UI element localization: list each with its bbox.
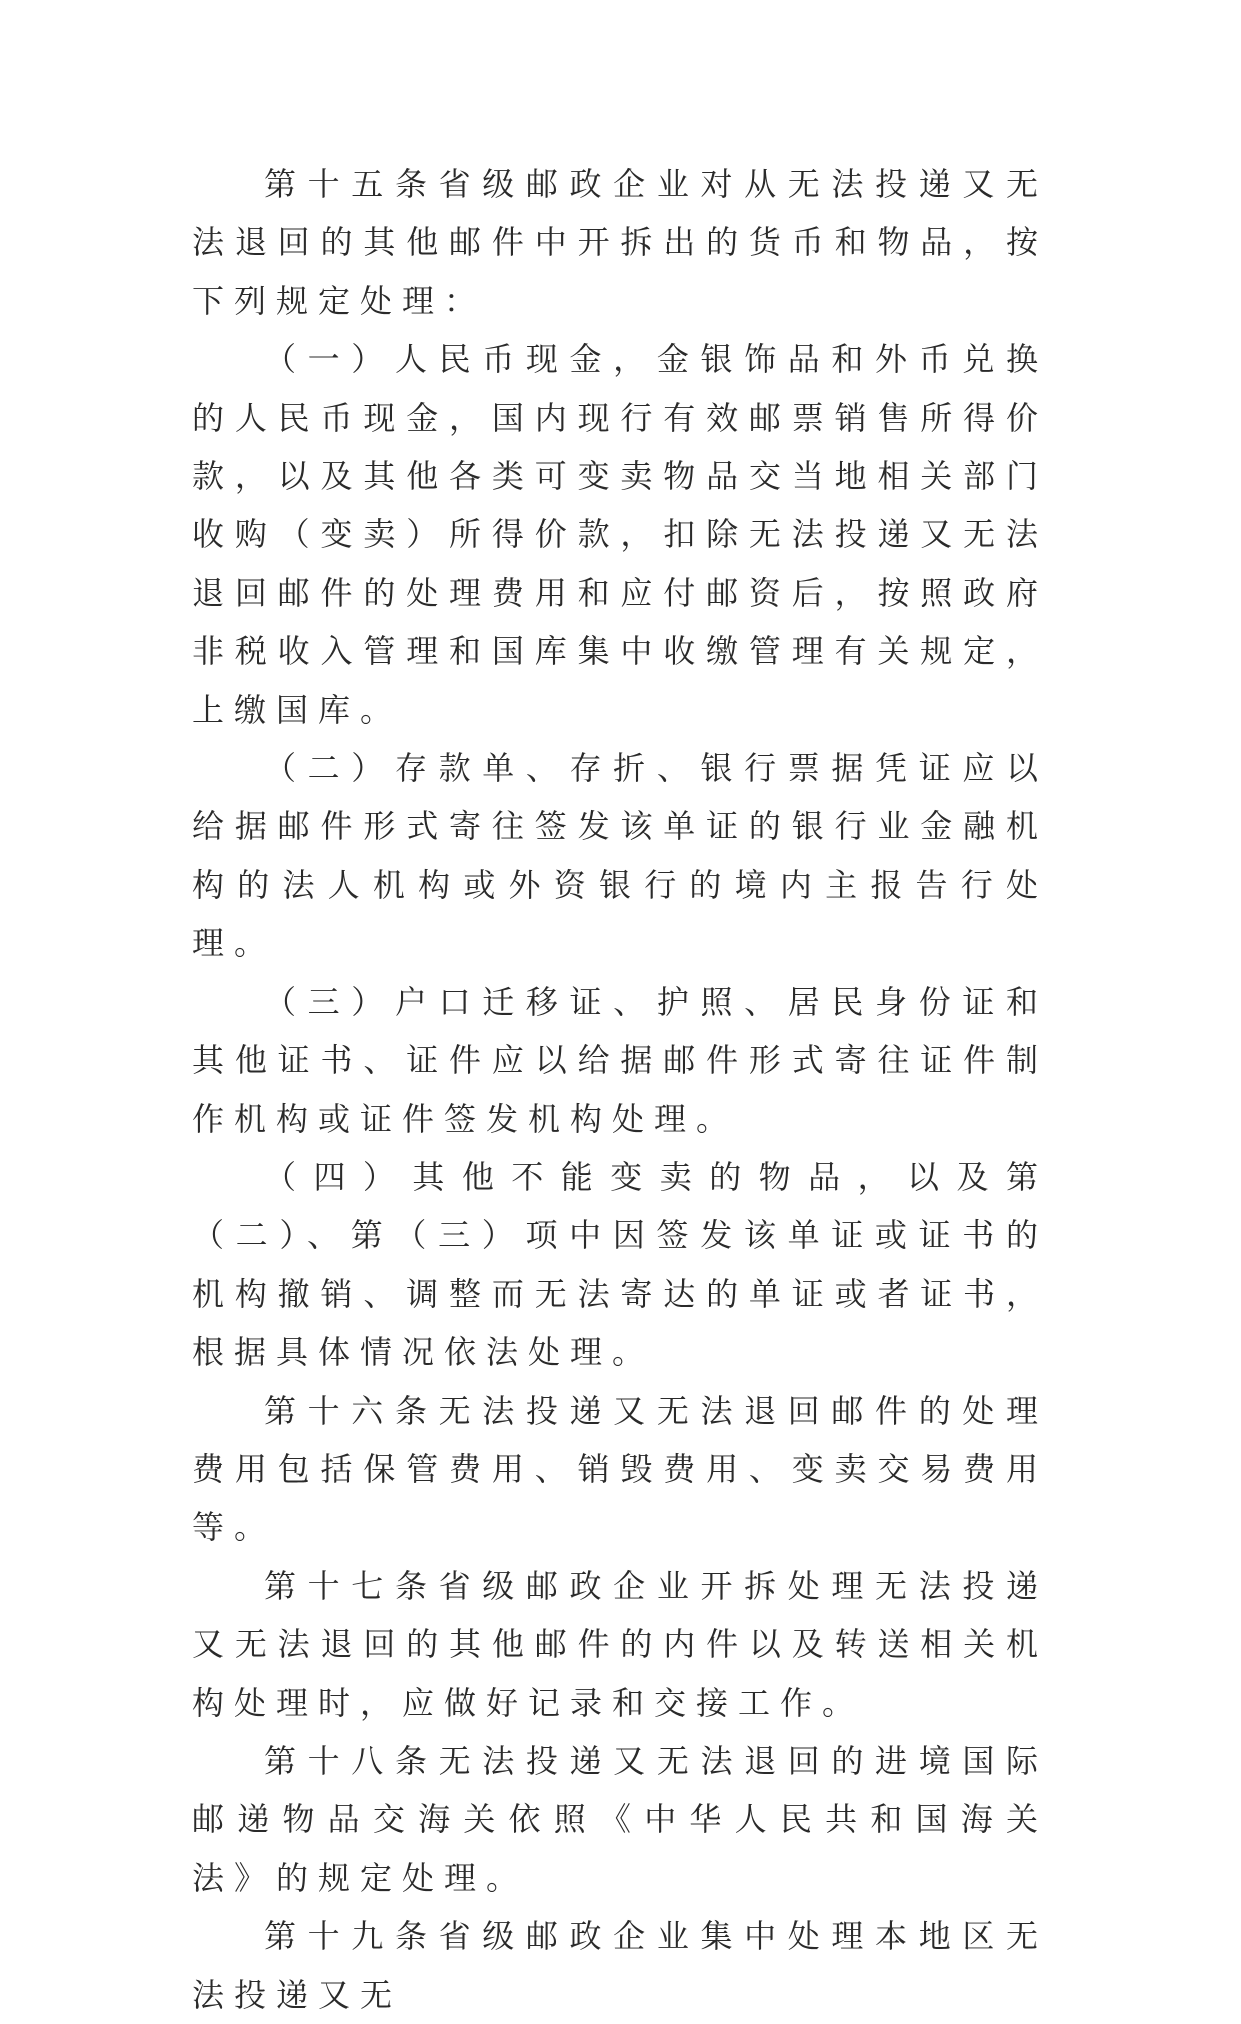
article-18-paragraph: 第十八条无法投递又无法退回的进境国际邮递物品交海关依照《中华人民共和国海关法》的规定处理。 [192,1741,1048,1897]
article-16-paragraph: 第十六条无法投递又无法退回邮件的处理费用包括保管费用、销毁费用、变卖交易费用等。 [192,1391,1048,1547]
article-15-item-3-paragraph: （三）户口迁移证、护照、居民身份证和其他证书、证件应以给据邮件形式寄往证件制作机构或证件签发机构处理。 [192,982,1048,1138]
article-19-paragraph: 第十九条省级邮政企业集中处理本地区无法投递又无 [192,1917,1048,2014]
article-17-paragraph: 第十七条省级邮政企业开拆处理无法投递又无法退回的其他邮件的内件以及转送相关机构处理时，应做好记录和交接工作。 [192,1566,1048,1722]
article-15-item-4-paragraph: （四）其他不能变卖的物品，以及第（二）、第（三）项中因签发该单证或证书的机构撤销、调整而无法寄达的单证或者证书，根据具体情况依法处理。 [192,1157,1048,1372]
article-15-item-1-paragraph: （一）人民币现金，金银饰品和外币兑换的人民币现金，国内现行有效邮票销售所得价款，以及其他各类可变卖物品交当地相关部门收购（变卖）所得价款，扣除无法投递又无法退回邮件的处理费用和应付邮资后，按照政府非税收入管理和国库集中收缴管理有关规定，上缴国库。 [192,340,1048,729]
article-15-item-2-paragraph: （二）存款单、存折、银行票据凭证应以给据邮件形式寄往签发该单证的银行业金融机构的法人机构或外资银行的境内主报告行处理。 [192,749,1048,963]
document-body [192,155,1048,2024]
article-15-paragraph: 第十五条省级邮政企业对从无法投递又无法退回的其他邮件中开拆出的货币和物品，按下列规定处理： [192,165,1048,320]
